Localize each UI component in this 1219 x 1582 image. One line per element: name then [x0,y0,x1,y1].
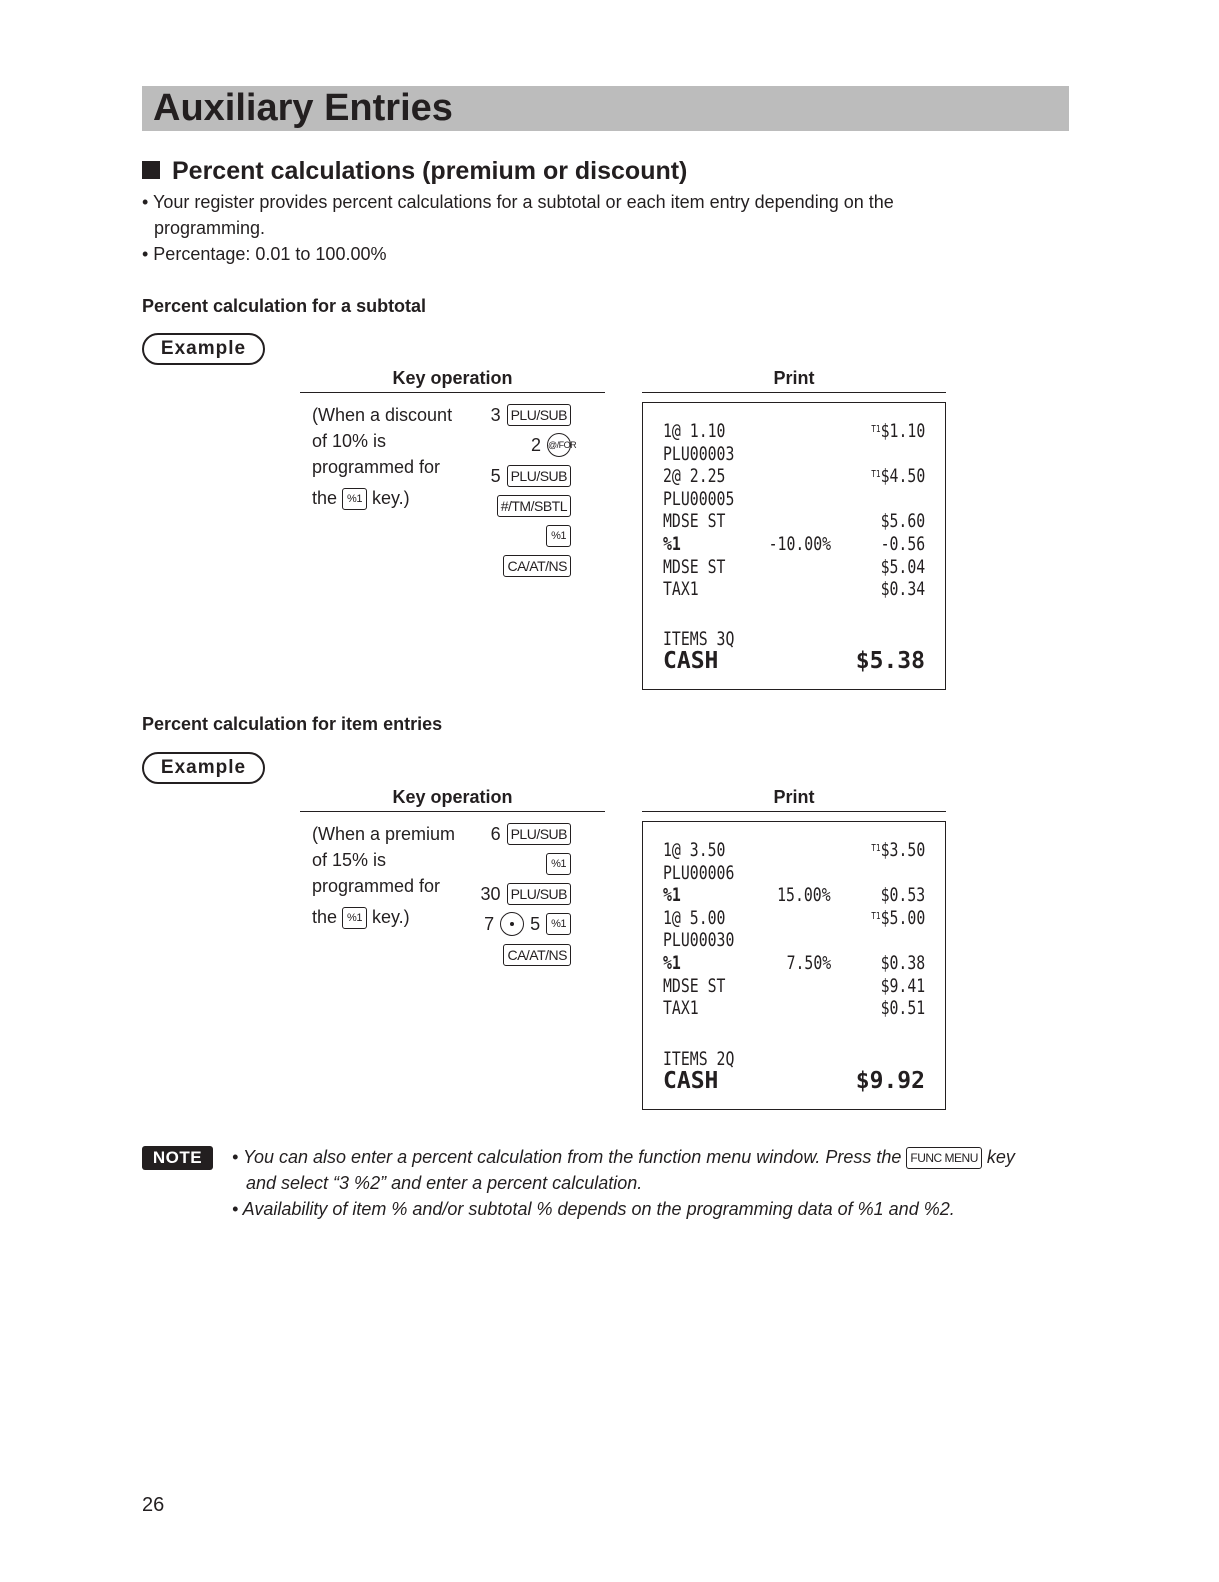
note-line-1 [232,1144,1015,1170]
example2-key-operation-label: Key operation [392,787,513,807]
receipt-amount-value: -0.56 [880,533,925,555]
receipt-line-label: PLU00006 [663,861,735,884]
key-number: 5 [530,914,541,935]
tax-status-mark: T1 [870,424,881,435]
ca-at-ns-key-icon: CA/AT/NS [503,555,571,577]
receipt-line-amount [871,420,925,442]
receipt-amount-value: $0.51 [880,997,925,1020]
section-bullet-square-icon [142,161,160,179]
example1-desc-3: programmed for [312,457,441,477]
receipt-items-count: ITEMS 2Q [663,1048,735,1070]
example1-print-rule [642,392,946,393]
section-title: Percent calculations (premium or discount) [172,157,688,185]
receipt-line-amount [880,510,925,532]
example2-desc-2: of 15% is [312,850,387,870]
receipt-line-label: PLU00005 [663,487,735,510]
receipt-line-label: %1 [663,952,681,974]
receipt-amount-value: $9.41 [880,974,925,997]
receipt-amount-value: $0.38 [880,952,925,974]
example1-desc-2: of 10% is [312,431,387,451]
receipt-line-amount [871,839,925,861]
receipt-line-label: %1 [663,884,681,907]
example2-desc-the: the [312,907,338,927]
example1-key-rule [300,392,605,393]
receipt-line-label: PLU00003 [663,442,735,465]
example2-desc-3: programmed for [312,876,441,896]
intro-bullet-1-cont: programming. [154,218,266,238]
tm-sbtl-key-icon: #/TM/SBTL [497,495,571,517]
note-line-1-text: • You can also enter a percent calculation from the function menu window. Press the [232,1147,902,1167]
receipt-line-label: MDSE ST [663,510,726,533]
plu-sub-key-icon: PLU/SUB [507,883,571,905]
receipt-cash-label: CASH [663,648,719,674]
intro-bullet-2: • Percentage: 0.01 to 100.00% [142,244,387,264]
percent1-key-icon: %1 [546,525,571,547]
chapter-title-bar [142,86,1069,131]
receipt-line-label: 1@ 5.00 [663,906,726,929]
plu-sub-key-icon: PLU/SUB [507,465,571,487]
example2-heading: Percent calculation for item entries [142,714,443,734]
example1-key-row-6 [503,553,571,577]
key-number: 7 [484,914,495,935]
example2-print-rule [642,811,946,812]
func-menu-key-icon: FUNC MENU [906,1147,982,1169]
tax-status-mark: T1 [870,843,881,854]
receipt-line-label: 1@ 3.50 [663,839,726,861]
example1-desc-1: (When a discount [312,405,453,425]
example1-key-row-4 [497,493,571,517]
example1-heading: Percent calculation for a subtotal [142,296,427,316]
receipt-line-amount [880,533,925,555]
note-line-3: • Availability of item % and/or subtotal % depends on the programming data of %1 and %2. [232,1199,955,1219]
chapter-title: Auxiliary Entries [153,87,453,129]
example1-desc-key: key.) [371,488,410,508]
example1-receipt [642,402,946,690]
receipt-line-amount [880,556,925,578]
receipt-cash-total: $5.38 [855,648,925,674]
decimal-point-key-icon [500,912,524,936]
receipt-line-amount [880,952,925,974]
percent1-key-icon: %1 [546,853,571,875]
note-line-2: and select “3 %2” and enter a percent calculation. [246,1173,643,1193]
receipt-line-label: TAX1 [663,578,699,601]
receipt-line-label: PLU00030 [663,929,735,952]
receipt-line-amount [880,578,925,600]
receipt-amount-value: $4.50 [880,465,925,488]
ca-at-ns-key-icon: CA/AT/NS [503,944,571,966]
example1-key-row-3 [491,463,571,488]
key-number: 5 [490,466,501,487]
example1-key-operation-label: Key operation [392,368,513,388]
key-number: 2 [530,435,541,456]
tax-status-mark: T1 [870,910,881,922]
receipt-amount-value: $5.60 [880,510,925,533]
example1-badge: Example [142,333,265,365]
plu-sub-key-icon: PLU/SUB [507,404,571,426]
receipt-line-label: TAX1 [663,997,699,1020]
example2-desc-4 [312,904,410,930]
example2-key-row-4 [484,911,571,936]
receipt-line-label: %1 [663,533,681,555]
example2-key-row-2 [546,851,571,875]
example2-desc-key: key.) [371,907,410,927]
example2-desc-1: (When a premium [312,824,456,844]
receipt-line-label: 1@ 1.10 [663,420,726,442]
receipt-line-amount [880,884,925,906]
plu-sub-key-icon: PLU/SUB [507,823,571,845]
receipt-line-amount [880,975,925,997]
page-number: 26 [142,1494,165,1516]
receipt-line-amount [880,997,925,1019]
receipt-line-percent: -10.00% [768,533,831,555]
note-badge: NOTE [142,1146,213,1170]
percent1-key-icon: %1 [546,913,571,935]
key-number: 3 [490,405,501,426]
at-for-key-icon: @/FOR [547,433,571,457]
receipt-items-count: ITEMS 3Q [663,628,735,650]
receipt-cash-label: CASH [663,1068,719,1094]
receipt-amount-value: $0.34 [880,578,925,601]
example2-key-row-5 [503,942,571,966]
percent1-key-icon: %1 [342,907,367,929]
example1-print-label: Print [773,368,815,388]
tax-status-mark: T1 [870,469,881,481]
receipt-line-label: MDSE ST [663,555,726,578]
example2-receipt [642,821,946,1110]
receipt-amount-value: $5.00 [880,906,925,929]
note-line-1-tail: key [986,1147,1015,1167]
example2-print-label: Print [773,787,815,807]
percent1-key-icon: %1 [342,488,367,510]
example1-key-row-1 [491,402,571,427]
example2-key-row-3 [481,881,571,906]
receipt-line-percent: 7.50% [786,952,831,974]
receipt-cash-total: $9.92 [855,1068,925,1094]
receipt-amount-value: $0.53 [880,884,925,907]
receipt-line-label: MDSE ST [663,974,726,997]
key-number: 30 [480,884,501,905]
receipt-amount-value: $1.10 [880,420,925,442]
receipt-line-label: 2@ 2.25 [663,465,726,488]
receipt-amount-value: $5.04 [880,555,925,578]
receipt-line-amount [871,465,925,487]
example1-key-row-2 [530,432,577,457]
key-number: 6 [490,824,501,845]
example2-key-row-1 [491,821,571,846]
example2-key-rule [300,811,605,812]
example1-desc-4 [312,485,410,511]
intro-bullet-1: • Your register provides percent calculations for a subtotal or each item entry depending on the [142,192,894,212]
receipt-line-percent: 15.00% [777,884,831,907]
example1-desc-the: the [312,488,338,508]
example2-badge: Example [142,752,265,784]
example1-key-row-5 [546,523,571,547]
receipt-amount-value: $3.50 [880,839,925,861]
receipt-line-amount [871,907,925,929]
